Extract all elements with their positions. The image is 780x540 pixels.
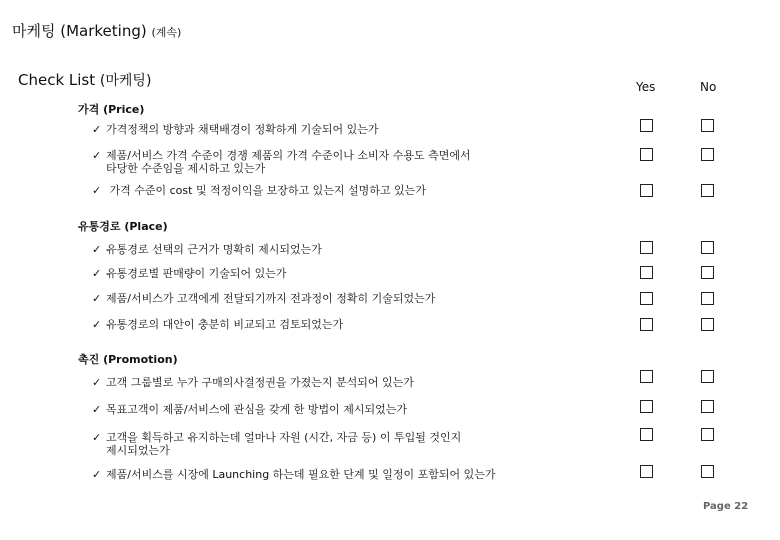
check-mark-icon: ✓: [92, 123, 102, 136]
checklist-label: Check List: [18, 71, 96, 89]
yes-checkbox[interactable]: [640, 370, 653, 383]
no-checkbox[interactable]: [701, 465, 714, 478]
check-mark-icon: ✓: [92, 267, 102, 280]
yes-checkbox[interactable]: [640, 266, 653, 279]
no-checkbox[interactable]: [701, 370, 714, 383]
check-mark-icon: ✓: [92, 431, 102, 444]
checklist-item: [92, 403, 407, 416]
item-text: 유통경로별 판매량이 기술되어 있는가: [106, 267, 287, 280]
checklist-item: [92, 184, 426, 197]
check-mark-icon: ✓: [92, 468, 102, 481]
yes-checkbox[interactable]: [640, 241, 653, 254]
checklist-item: [92, 267, 287, 280]
check-mark-icon: ✓: [92, 403, 102, 416]
check-mark-icon: ✓: [92, 318, 102, 331]
check-mark-icon: ✓: [92, 149, 102, 162]
no-checkbox[interactable]: [701, 184, 714, 197]
section-heading-price: 가격 (Price): [78, 103, 145, 116]
yes-checkbox[interactable]: [640, 184, 653, 197]
check-mark-icon: ✓: [92, 184, 102, 197]
item-text: 고객 그룹별로 누가 구매의사결정권을 가졌는지 분석되어 있는가: [106, 376, 414, 389]
item-text: 유통경로의 대안이 충분히 비교되고 검토되었는가: [106, 318, 344, 331]
item-text: 제품/서비스가 고객에게 전달되기까지 전과정이 정확히 기술되었는가: [106, 292, 436, 305]
no-checkbox[interactable]: [701, 241, 714, 254]
yes-checkbox[interactable]: [640, 400, 653, 413]
no-checkbox[interactable]: [701, 148, 714, 161]
item-text: 제품/서비스를 시장에 Launching 하는데 필요한 단계 및 일정이 포함되어 있는가: [106, 468, 496, 481]
checklist-item: [92, 149, 471, 175]
checklist-heading: [18, 70, 151, 90]
check-mark-icon: ✓: [92, 292, 102, 305]
item-text: 제품/서비스 가격 수준이 경쟁 제품의 가격 수준이나 소비자 수용도 측면에서: [106, 149, 471, 162]
checklist-item: [92, 376, 414, 389]
yes-checkbox[interactable]: [640, 119, 653, 132]
page-title: [12, 20, 181, 41]
checklist-item: [92, 292, 435, 305]
yes-checkbox[interactable]: [640, 318, 653, 331]
yes-checkbox[interactable]: [640, 428, 653, 441]
no-checkbox[interactable]: [701, 119, 714, 132]
page-number: Page 22: [703, 501, 749, 512]
section-heading-place: 유통경로 (Place): [78, 220, 168, 233]
item-text: 가격 수준이 cost 및 적정이익을 보장하고 있는지 설명하고 있는가: [106, 184, 426, 197]
checklist-paren: (마케팅): [99, 73, 152, 89]
checklist-item: [92, 468, 496, 481]
no-checkbox[interactable]: [701, 292, 714, 305]
no-column-header: No: [700, 80, 717, 94]
no-checkbox[interactable]: [701, 318, 714, 331]
check-mark-icon: ✓: [92, 243, 102, 256]
section-heading-promotion: 촉진 (Promotion): [78, 353, 178, 366]
no-checkbox[interactable]: [701, 428, 714, 441]
checklist-item: [92, 243, 322, 256]
item-text: 유통경로 선택의 근거가 명확히 제시되었는가: [106, 243, 322, 256]
title-main: 마케팅 (Marketing): [12, 22, 147, 40]
item-text-line2: 제시되었는가: [106, 444, 170, 457]
checklist-item: [92, 431, 461, 457]
yes-column-header: Yes: [636, 80, 656, 94]
yes-checkbox[interactable]: [640, 465, 653, 478]
item-text-line2: 타당한 수준임을 제시하고 있는가: [106, 162, 266, 175]
yes-checkbox[interactable]: [640, 292, 653, 305]
item-text: 고객을 획득하고 유지하는데 얼마나 자원 (시간, 자금 등) 이 투입될 것인지: [106, 431, 462, 444]
item-text: 가격정책의 방향과 채택배경이 정확하게 기술되어 있는가: [106, 123, 379, 136]
checklist-item: [92, 318, 343, 331]
no-checkbox[interactable]: [701, 400, 714, 413]
checklist-item: [92, 123, 379, 136]
check-mark-icon: ✓: [92, 376, 102, 389]
item-text: 목표고객이 제품/서비스에 관심을 갖게 한 방법이 제시되었는가: [106, 403, 407, 416]
no-checkbox[interactable]: [701, 266, 714, 279]
yes-checkbox[interactable]: [640, 148, 653, 161]
title-sub: (계속): [151, 26, 182, 39]
